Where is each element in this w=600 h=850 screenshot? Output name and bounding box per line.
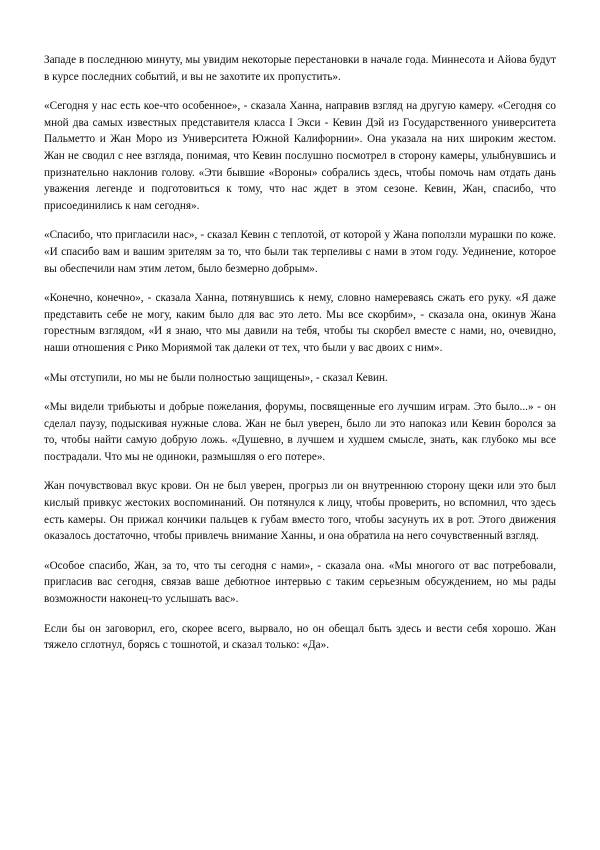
- paragraph: Жан почувствовал вкус крови. Он не был уверен, прогрыз ли он внутреннюю сторону щеки или это был кислый привкус жестоких воспоминаний. Он потянулся к лицу, чтобы проверить, но вспомнил, что здесь есть камеры. Он прижал кончики пальцев к губам вместо того, чтобы засунуть их в рот. Этого движения оказалось достаточно, чтобы привлечь внимание Ханны, и она обратила на него сочувственный взгляд.: [44, 480, 556, 543]
- paragraph: «Мы отступили, но мы не были полностью защищены», - сказал Кевин.: [44, 371, 388, 384]
- paragraph: «Конечно, конечно», - сказала Ханна, потянувшись к нему, словно намереваясь сжать его руку. «Я даже представить себе не могу, каким было для вас это лето. Мы все скорбим», - сказала она, окинув Жана горестным взглядом, «И я знаю, что мы давили на тебя, чтобы ты скорбел вместе с нами, но, очевидно, наши отношения с Рико Мориямой так далеки от тех, что были у вас двоих с ним».: [44, 292, 556, 354]
- paragraph: «Спасибо, что пригласили нас», - сказал Кевин с теплотой, от которой у Жана поползли мурашки по коже. «И спасибо вам и вашим зрителям за то, что были так терпеливы с нами в этом году. Уединение, которое вы обеспечили нам этим летом, было безмерно добрым».: [44, 229, 556, 275]
- document-text-body: [44, 52, 556, 654]
- paragraph: «Сегодня у нас есть кое-что особенное», - сказала Ханна, направив взгляд на другую камеру. «Сегодня со мной два самых известных представителя класса I Экси - Кевин Дэй из Государственного университета Пальметто и Жан Моро из Университета Южной Калифорнии». Она указала на них широким жестом. Жан не сводил с нее взгляда, понимая, что Кевин послушно посмотрел в сторону камеры, улыбнувшись и признательно наклонив голову. «Эти бывшие «Вороны» собрались здесь, чтобы помочь нам отдать дань уважения легенде и подготовиться к тому, что нас ждет в этом сезоне. Кевин, Жан, спасибо, что присоединились к нам сегодня».: [44, 100, 556, 212]
- paragraph: «Мы видели трибьюты и добрые пожелания, форумы, посвященные его лучшим играм. Это было...» - он сделал паузу, подыскивая нужные слова. Жан не был уверен, было ли это напоказ или Кевин боролся за то, чтобы найти самую добрую ложь. «Душевно, в лучшем и худшем смысле, знать, как глубоко мы все пострадали. Что мы не одиноки, размышляя о его потере».: [44, 401, 556, 463]
- paragraph: «Особое спасибо, Жан, за то, что ты сегодня с нами», - сказала она. «Мы многого от вас потребовали, пригласив вас сегодня, связав ваше дебютное интервью с таким серьезным обсуждением, но мы рады возможности наконец-то услышать вас».: [44, 559, 556, 606]
- paragraph: Если бы он заговорил, его, скорее всего, вырвало, но он обещал быть здесь и вести себя хорошо. Жан тяжело сглотнул, борясь с тошнотой, и сказал только: «Да».: [44, 622, 556, 652]
- paragraph: Западе в последнюю минуту, мы увидим некоторые перестановки в начале года. Миннесота и Айова будут в курсе последних событий, и вы не захотите их пропустить».: [44, 54, 556, 83]
